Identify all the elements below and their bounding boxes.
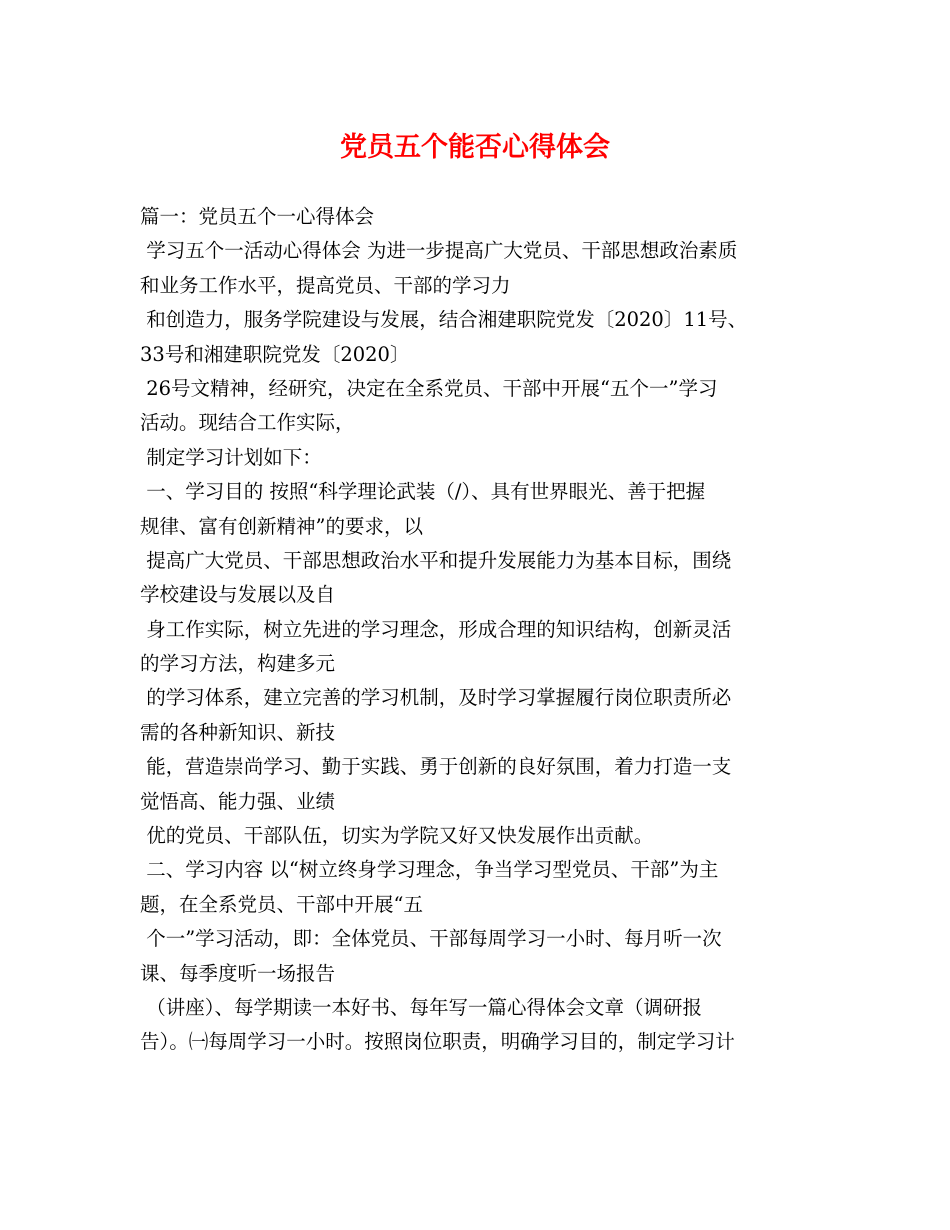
text-line: 的学习方法，构建多元 (140, 652, 336, 676)
text-line: 课、每季度听一场报告 (140, 961, 336, 985)
text-line: 学习五个一活动心得体会 为进一步提高广大党员、干部思想政治素质 (140, 239, 738, 263)
text-line: 学校建设与发展以及自 (140, 583, 336, 607)
text-line: 33号和湘建职院党发〔2020〕 (140, 342, 410, 366)
text-line: 的学习体系，建立完善的学习机制，及时学习掌握履行岗位职责所必 (140, 686, 732, 710)
text-line: 活动。现结合工作实际， (140, 411, 355, 435)
text-line: 一、学习目的 按照“科学理论武装（/）、具有世界眼光、善于把握 (140, 480, 706, 504)
text-line: 二、学习内容 以“树立终身学习理念，争当学习型党员、干部”为主 (140, 858, 719, 882)
text-line: 需的各种新知识、新技 (140, 720, 336, 744)
document-body (140, 200, 840, 1060)
text-line: 制定学习计划如下： (140, 445, 322, 469)
text-line: 个一”学习活动，即：全体党员、干部每周学习一小时、每月听一次 (140, 927, 722, 951)
text-line: 和创造力，服务学院建设与发展，结合湘建职院党发〔2020〕11号、 (140, 308, 748, 332)
text-line: 和业务工作水平，提高党员、干部的学习力 (140, 273, 511, 297)
text-line: 26号文精神，经研究，决定在全系党员、干部中开展“五个一”学习 (140, 376, 718, 400)
text-line: 优的党员、干部队伍，切实为学院又好又快发展作出贡献。 (140, 824, 654, 848)
text-line: 告）。㈠每周学习一小时。按照岗位职责，明确学习目的，制定学习计 (140, 1030, 735, 1054)
text-line: 觉悟高、能力强、业绩 (140, 789, 336, 813)
text-line: 篇一：党员五个一心得体会 (140, 205, 375, 228)
text-line: 题，在全系党员、干部中开展“五 (140, 892, 423, 916)
text-line: 提高广大党员、干部思想政治水平和提升发展能力为基本目标，围绕 (140, 548, 732, 572)
document-title: 党员五个能否心得体会 (340, 132, 610, 163)
text-line: 能，营造崇尚学习、勤于实践、勇于创新的良好氛围，着力打造一支 (140, 755, 732, 779)
text-line: 规律、富有创新精神”的要求，以 (140, 514, 423, 538)
text-line: 身工作实际，树立先进的学习理念，形成合理的知识结构，创新灵活 (140, 617, 732, 641)
text-line: （讲座）、每学期读一本好书、每年写一篇心得体会文章（调研报 (140, 995, 702, 1019)
